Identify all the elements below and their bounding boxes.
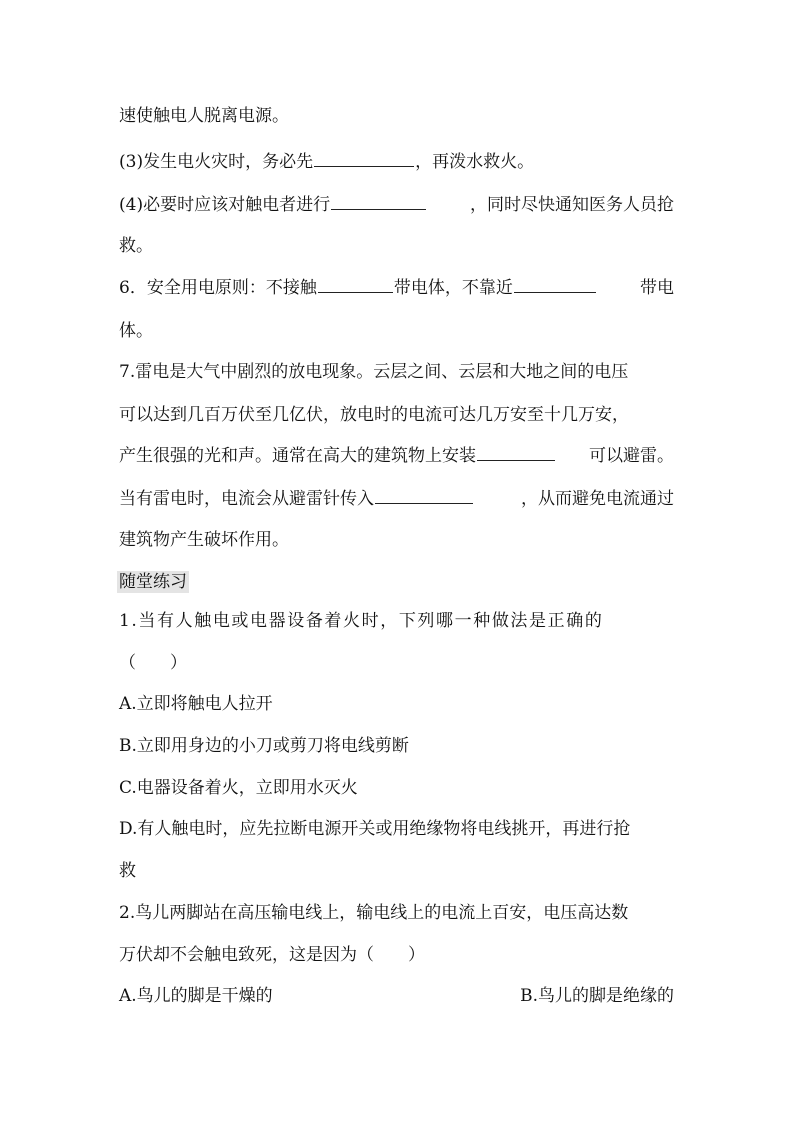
text-line [119, 101, 289, 126]
answer-blank[interactable] [318, 275, 393, 293]
answer-blank[interactable] [314, 149, 414, 167]
option-d-continued [119, 856, 136, 881]
option-c [119, 773, 358, 798]
text-span: 建筑物产生破坏作用。 [119, 530, 289, 550]
answer-blank[interactable] [514, 275, 596, 293]
option-text: C.电器设备着火，立即用水灭火 [119, 778, 358, 798]
text-span: 带电 [640, 278, 674, 298]
text-span: 7.雷电是大气中剧烈的放电现象。云层之间、云层和大地之间的电压 [119, 362, 629, 382]
option-text: A.立即将触电人拉开 [119, 694, 273, 714]
question-text: 万伏却不会触电致死，这是因为（ ） [119, 945, 425, 965]
text-group [119, 273, 597, 298]
text-group [119, 190, 427, 215]
question-text: 1.当有人触电或电器设备着火时，下列哪一种做法是正确的 [119, 611, 604, 631]
option-b [119, 731, 409, 756]
fill-blank-line [119, 273, 674, 298]
answer-blank[interactable] [477, 443, 555, 461]
fill-blank-line [119, 190, 674, 215]
answer-blank[interactable] [331, 192, 426, 210]
fill-blank-line [119, 441, 674, 466]
text-span: 体。 [119, 321, 153, 341]
section-heading [119, 567, 189, 592]
question-stem [119, 898, 628, 923]
text-group [119, 484, 474, 509]
option-row [119, 981, 674, 1006]
fill-blank-line [119, 484, 674, 509]
question-stem-continued [119, 940, 425, 965]
option-b: B.鸟儿的脚是绝缘的 [520, 986, 674, 1006]
text-span: ，从而避免电流通过 [521, 489, 674, 509]
option-d [119, 814, 630, 839]
option-a [119, 689, 273, 714]
answer-paren: （ ） [119, 653, 187, 673]
text-span: ，再泼水救火。 [415, 152, 535, 172]
text-line [119, 231, 153, 256]
section-heading-text: 随堂练习 [119, 572, 187, 592]
text-span: (3)发生电火灾时，务必先 [119, 152, 314, 172]
option-text: 救 [119, 861, 136, 881]
text-span: 可以达到几百万伏至几亿伏，放电时的电流可达几万安至十几万安， [119, 405, 629, 425]
text-line [119, 525, 289, 550]
text-span: 可以避雷。 [589, 446, 674, 466]
text-span: 当有雷电时，电流会从避雷针传入 [119, 489, 374, 509]
option-a: A.鸟儿的脚是干燥的 [119, 986, 273, 1006]
text-span: 产生很强的光和声。通常在高大的建筑物上安装 [119, 446, 476, 466]
answer-blank[interactable] [375, 486, 473, 504]
text-span: 6．安全用电原则：不接触 [119, 278, 317, 298]
text-span: 带电体，不靠近 [393, 278, 513, 298]
answer-parentheses [119, 648, 187, 673]
option-text: B.立即用身边的小刀或剪刀将电线剪断 [119, 736, 409, 756]
text-span: 速使触电人脱离电源。 [119, 106, 289, 126]
text-span: 救。 [119, 236, 153, 256]
text-span: ，同时尽快通知医务人员抢 [470, 195, 674, 215]
text-group [119, 441, 556, 466]
text-line [119, 316, 153, 341]
text-line [119, 400, 629, 425]
question-text: 2.鸟儿两脚站在高压输电线上，输电线上的电流上百安，电压高达数 [119, 903, 629, 923]
option-text: D.有人触电时，应先拉断电源开关或用绝缘物将电线挑开，再进行抢 [119, 819, 631, 839]
text-span: (4)必要时应该对触电者进行 [119, 195, 331, 215]
text-line [119, 357, 628, 382]
fill-blank-line [119, 147, 534, 172]
question-stem [119, 606, 674, 631]
